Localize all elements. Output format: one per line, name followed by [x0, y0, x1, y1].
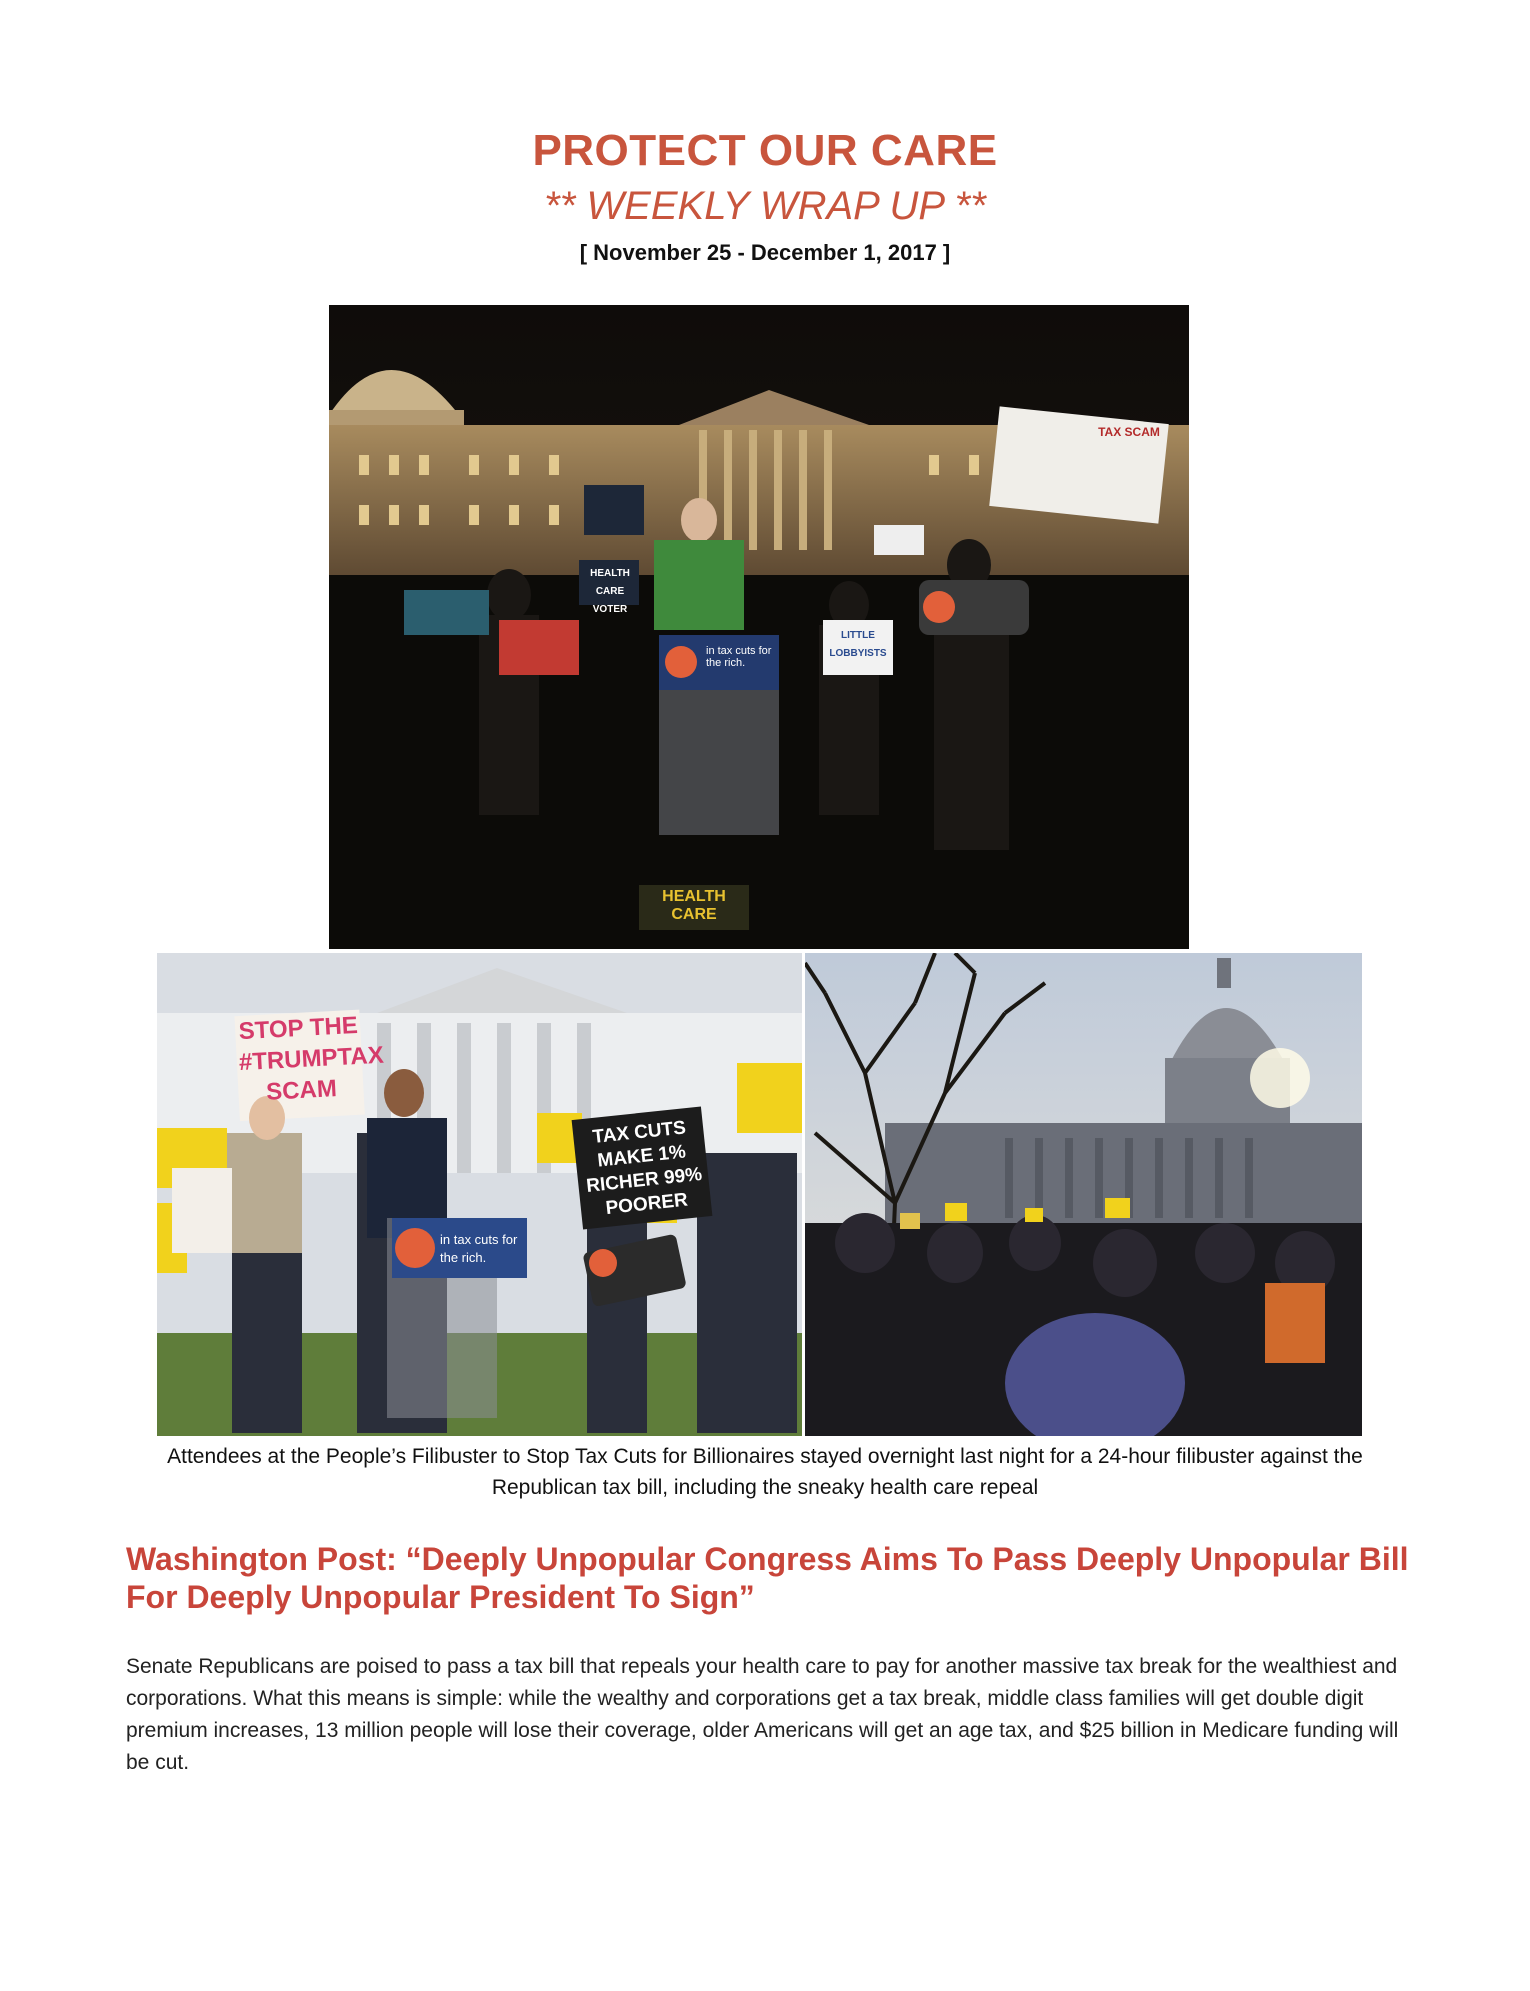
scam-sign-text: TAX SCAM [1098, 425, 1160, 439]
date-range: [ November 25 - December 1, 2017 ] [579, 240, 951, 265]
article-headline: Washington Post: “Deeply Unpopular Congress Aims To Pass Deeply Unpopular Bill For Deeply Unpopular President To Sign” [126, 1541, 1409, 1615]
podium-sign-text: in tax cuts for the rich. [706, 645, 772, 669]
lobbyists-sign-text: LITTLE LOBBYISTS [829, 630, 887, 659]
left-podium-sign-text: in tax cuts for the rich. [440, 1232, 518, 1265]
page-title: PROTECT OUR CARE [532, 126, 998, 175]
stop-trumptax-sign-text: STOP THE #TRUMPTAX SCAM [238, 1011, 385, 1106]
photo-senator-speaking [157, 953, 802, 1436]
richer-poorer-sign-text: TAX CUTS MAKE 1% RICHER 99% POORER [585, 1117, 704, 1220]
article-body: Senate Republicans are poised to pass a tax bill that repeals your health care to pay for another massive tax break for the wealthiest and corporations. What this means is simple: while the wealthy and corporations get a tax break, middle class families will get double digit premium increases, 13 million people will lose their coverage, older Americans will get an age tax, and $25 billion in Medicare funding will be cut. [126, 1655, 1399, 1774]
page-subtitle: ** WEEKLY WRAP UP ** [544, 184, 986, 228]
photo-capitol-crowd [805, 953, 1362, 1436]
health-sign-text: HEALTH CARE VOTER [590, 568, 630, 615]
ground-sign-text: HEALTH CARE [662, 888, 726, 923]
photo-caption: Attendees at the People’s Filibuster to Stop Tax Cuts for Billionaires stayed overnight last night for a 24-hour filibuster against the Republican tax bill, including the sneaky health care repeal [167, 1445, 1363, 1499]
photo-night-rally [329, 305, 1189, 949]
